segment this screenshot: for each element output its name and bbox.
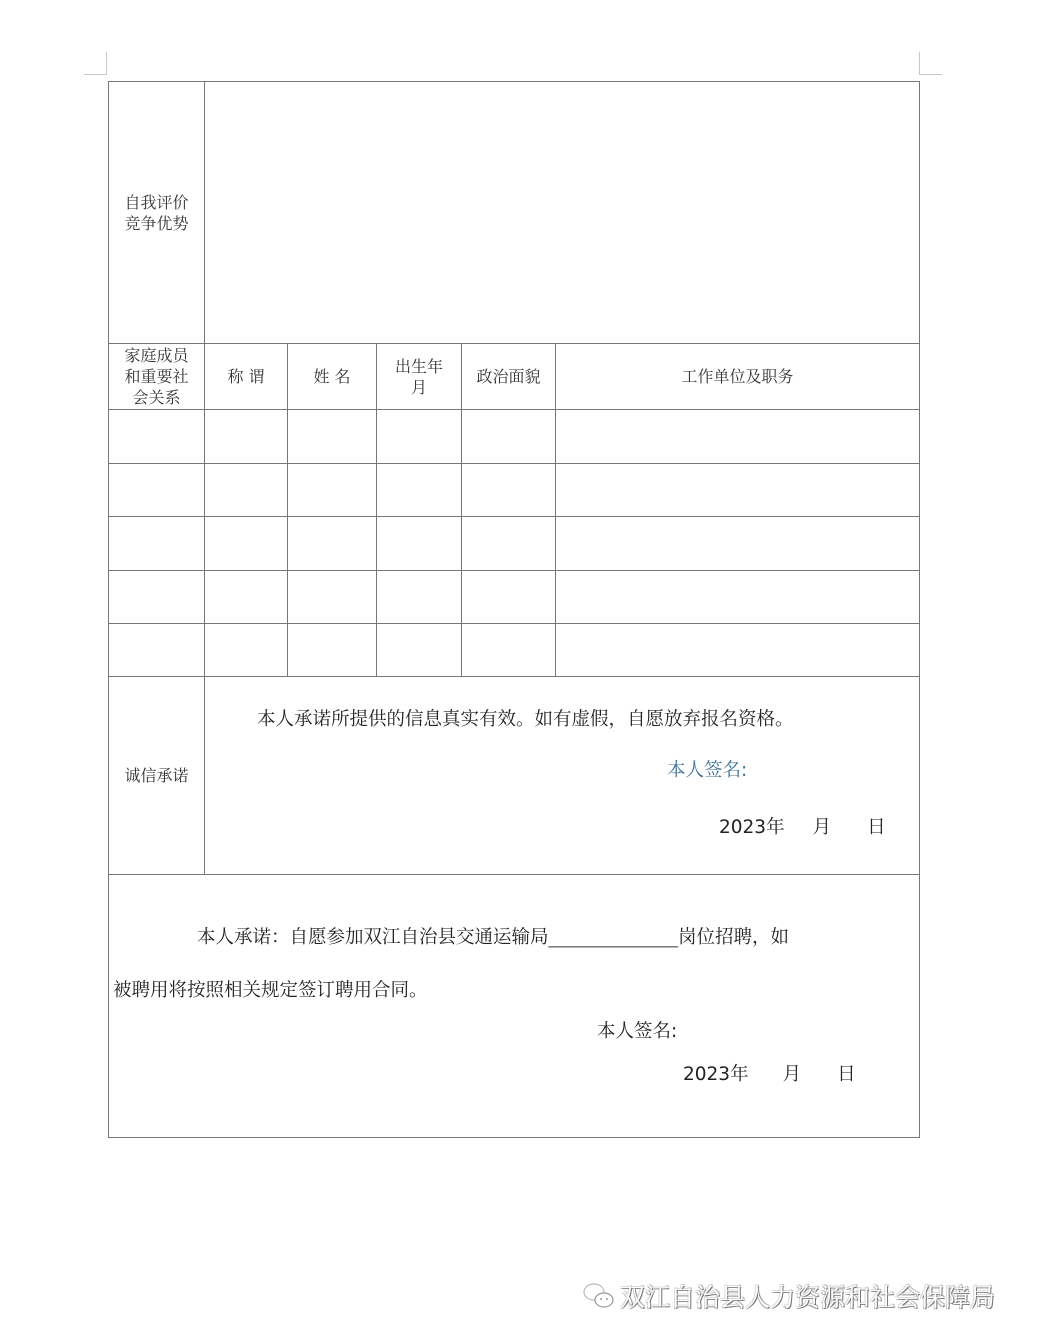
- family-row-spacer: [109, 571, 205, 624]
- cell-relation[interactable]: [205, 624, 288, 677]
- self-eval-label-line2: 竞争优势: [124, 213, 189, 233]
- cell-birth[interactable]: [377, 464, 462, 517]
- integrity-label: 诚信承诺: [109, 677, 205, 875]
- cell-political[interactable]: [462, 571, 556, 624]
- table-row: [109, 571, 920, 624]
- watermark-text: 双江自治县人力资源和社会保障局: [620, 1283, 996, 1312]
- cell-political[interactable]: [462, 410, 556, 464]
- cell-name[interactable]: [288, 464, 377, 517]
- family-row-spacer: [109, 624, 205, 677]
- integrity-date-day: 日: [867, 817, 886, 838]
- page-corner-mark-top-right: [919, 52, 942, 75]
- cell-relation[interactable]: [205, 464, 288, 517]
- cell-name[interactable]: [288, 410, 377, 464]
- cell-name[interactable]: [288, 624, 377, 677]
- cell-work[interactable]: [556, 517, 920, 571]
- commitment-date-month: 月: [782, 1064, 802, 1085]
- header-name: 姓 名: [288, 344, 377, 410]
- cell-political[interactable]: [462, 624, 556, 677]
- integrity-date-year: 2023年: [719, 817, 785, 838]
- cell-relation[interactable]: [205, 410, 288, 464]
- wechat-icon: [582, 1281, 616, 1311]
- commitment-row: [109, 875, 920, 1138]
- cell-work[interactable]: [556, 571, 920, 624]
- table-row: [109, 464, 920, 517]
- header-work: 工作单位及职务: [556, 344, 920, 410]
- commitment-date-year: 2023年: [683, 1064, 749, 1085]
- page-corner-mark-top-left: [84, 52, 107, 75]
- family-row-spacer: [109, 464, 205, 517]
- application-form-table: [108, 81, 920, 1138]
- commitment-content: [109, 875, 920, 1138]
- family-label: [109, 344, 205, 410]
- cell-political[interactable]: [462, 517, 556, 571]
- cell-work[interactable]: [556, 410, 920, 464]
- cell-birth[interactable]: [377, 571, 462, 624]
- family-row-spacer: [109, 517, 205, 571]
- family-label-line1: 家庭成员: [124, 346, 189, 365]
- integrity-statement: 本人承诺所提供的信息真实有效。如有虚假，自愿放弃报名资格。: [257, 709, 794, 730]
- cell-birth[interactable]: [377, 410, 462, 464]
- integrity-row: [109, 677, 920, 875]
- cell-birth[interactable]: [377, 624, 462, 677]
- cell-work[interactable]: [556, 624, 920, 677]
- cell-name[interactable]: [288, 517, 377, 571]
- integrity-content: [205, 677, 920, 875]
- header-birth: [377, 344, 462, 410]
- commitment-line1-prefix: 本人承诺：自愿参加双江自治县交通运输局: [197, 927, 549, 948]
- cell-relation[interactable]: [205, 517, 288, 571]
- self-eval-label-line1: 自我评价: [124, 192, 189, 212]
- cell-relation[interactable]: [205, 571, 288, 624]
- integrity-signature-label: 本人签名:: [667, 760, 748, 781]
- header-relation: 称 谓: [205, 344, 288, 410]
- commitment-line1-suffix: 岗位招聘，如: [678, 927, 790, 948]
- header-political: 政治面貌: [462, 344, 556, 410]
- self-eval-input[interactable]: [205, 82, 920, 344]
- table-row: [109, 624, 920, 677]
- integrity-date-month: 月: [812, 817, 832, 838]
- family-row-spacer: [109, 410, 205, 464]
- cell-work[interactable]: [556, 464, 920, 517]
- commitment-line2: 被聘用将按照相关规定签订聘用合同。: [113, 980, 428, 1001]
- table-row: [109, 410, 920, 464]
- integrity-date: [205, 817, 919, 838]
- cell-name[interactable]: [288, 571, 377, 624]
- commitment-signature-label: 本人签名:: [597, 1021, 678, 1042]
- self-eval-label: [109, 82, 205, 344]
- table-row: [109, 517, 920, 571]
- self-eval-row: [109, 82, 920, 344]
- family-header-row: [109, 344, 920, 410]
- position-blank-field[interactable]: ______________: [548, 927, 679, 948]
- commitment-date: [109, 1064, 919, 1085]
- family-label-line2: 和重要社: [124, 367, 189, 386]
- cell-birth[interactable]: [377, 517, 462, 571]
- commitment-date-day: 日: [837, 1064, 856, 1085]
- header-birth-line1: 出生年: [394, 356, 443, 376]
- family-label-line3: 会关系: [132, 388, 181, 407]
- header-birth-line2: 月: [410, 377, 427, 397]
- commitment-line1: [109, 927, 919, 948]
- cell-political[interactable]: [462, 464, 556, 517]
